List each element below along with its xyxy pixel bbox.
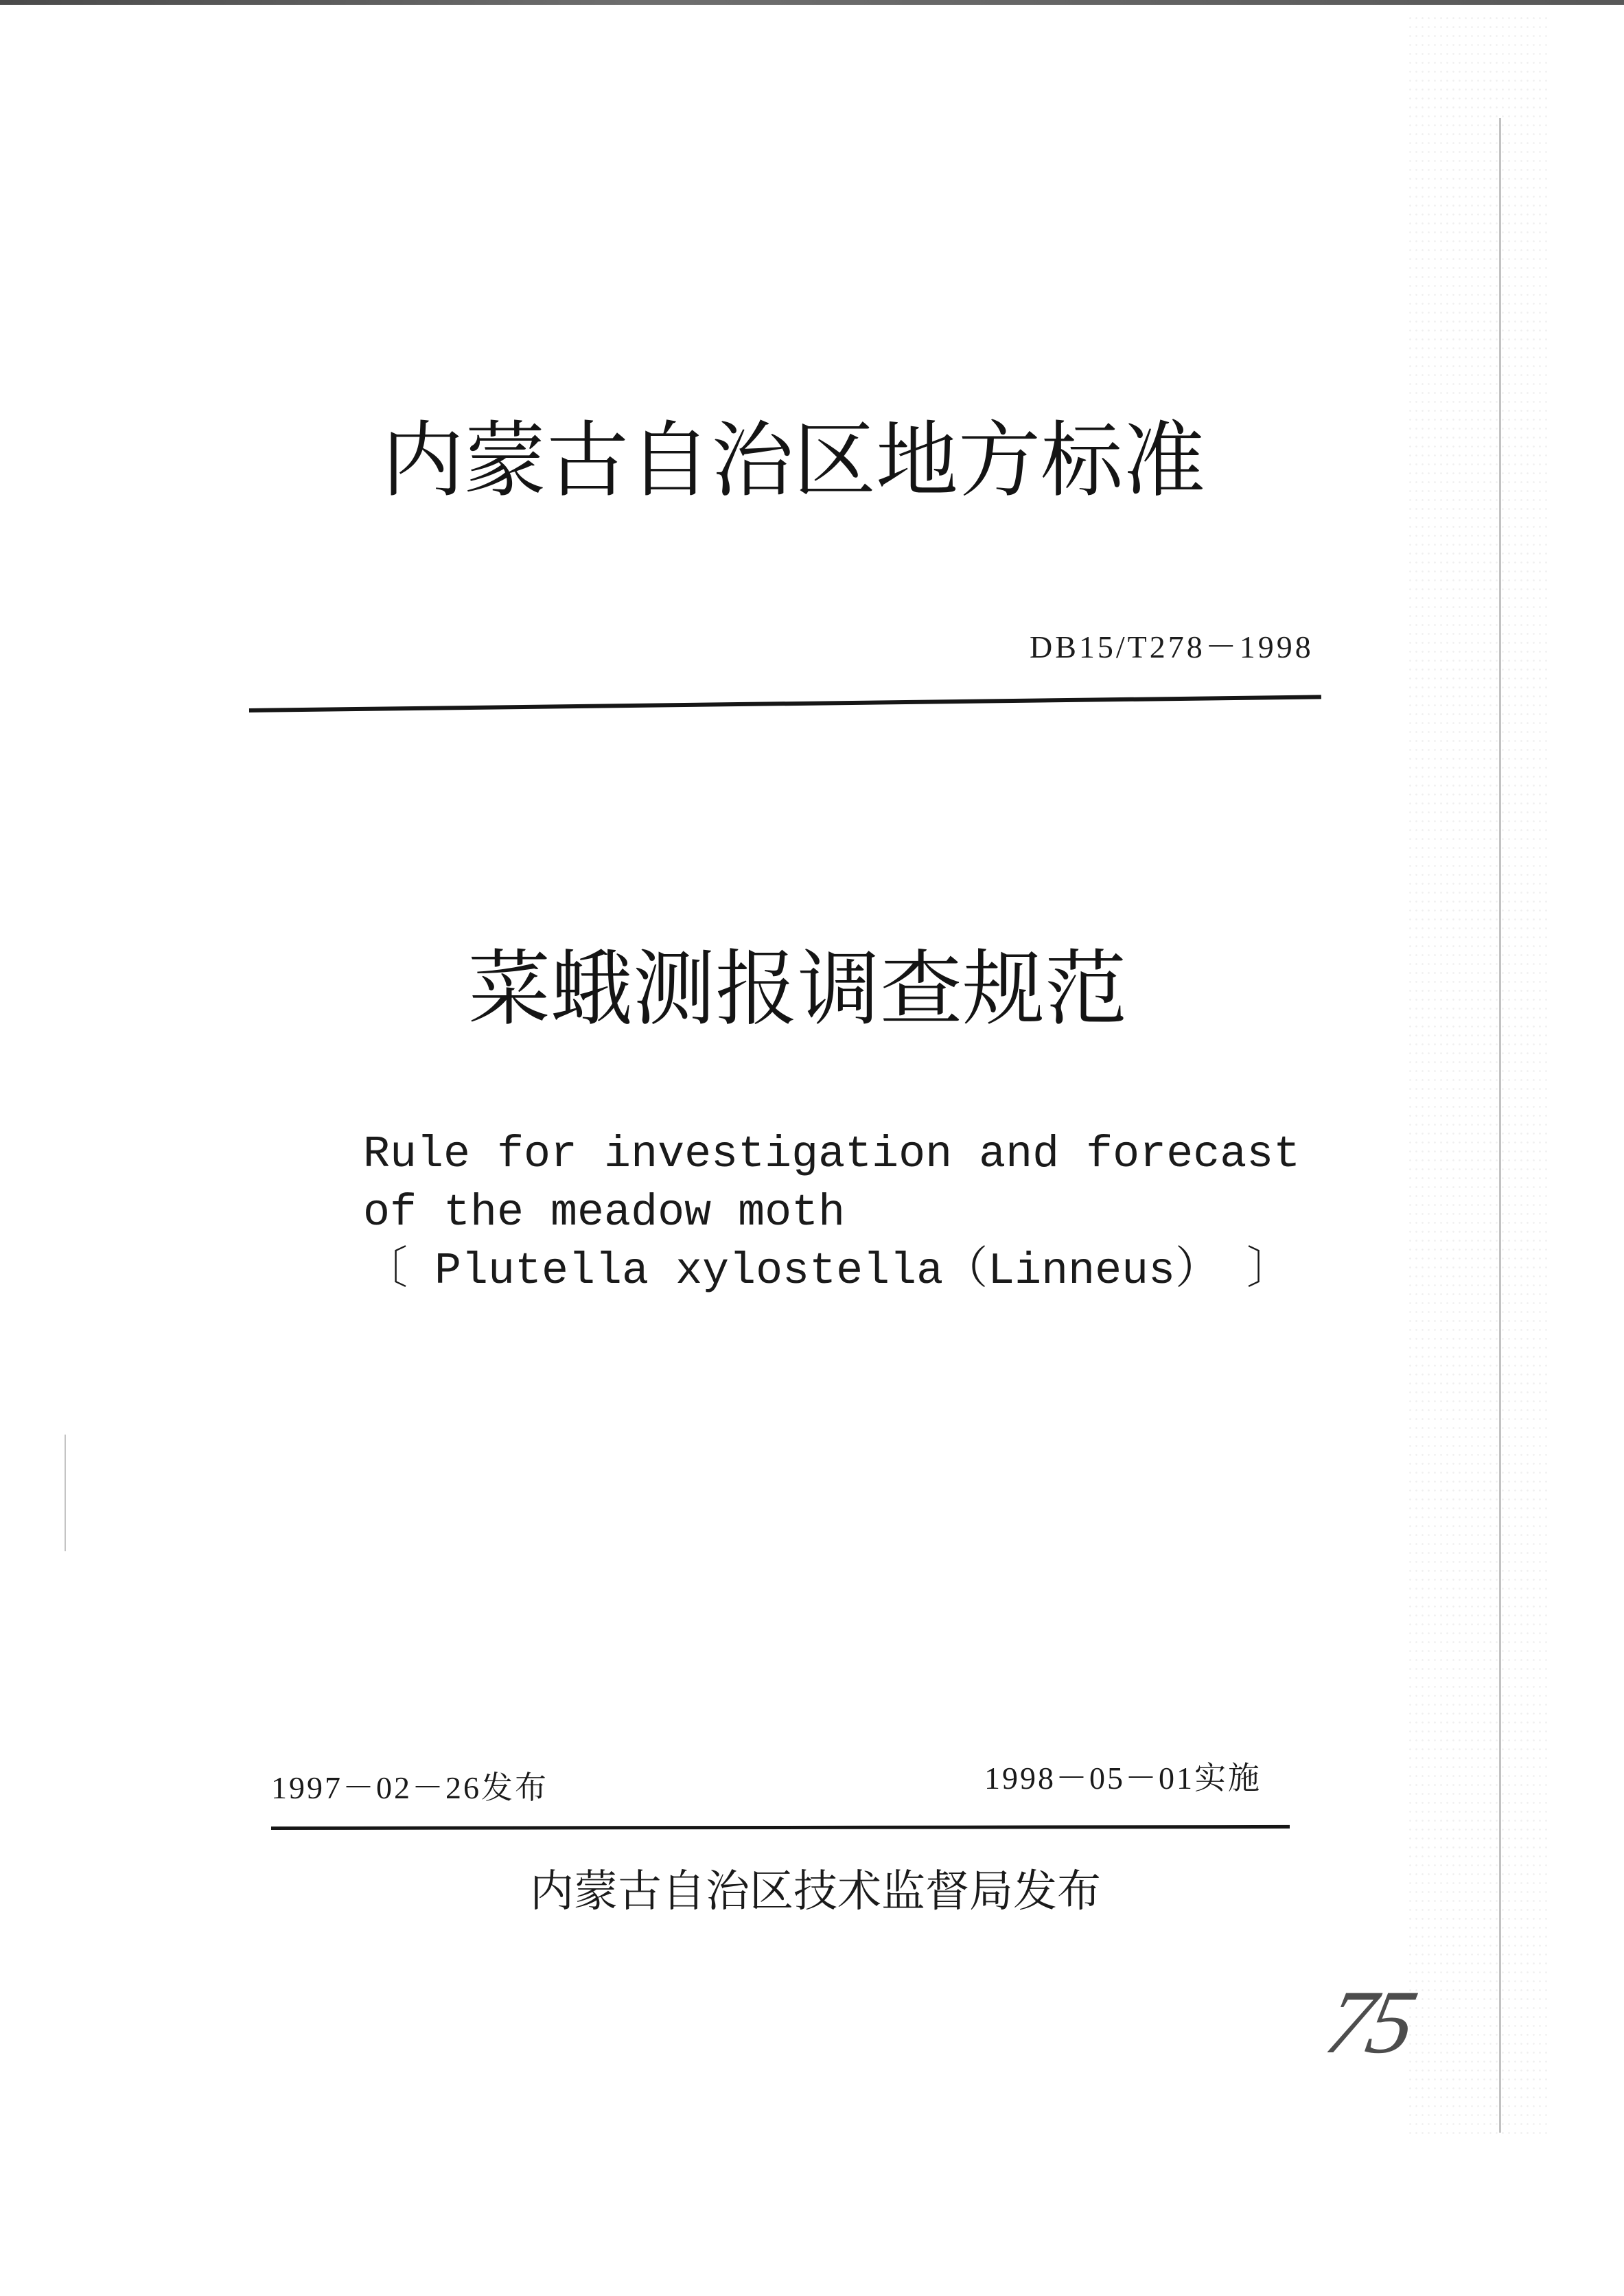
publisher: 内蒙古自治区技术监督局发布 <box>530 1866 1101 1917</box>
title-en-line-3: 〔 Plutella xylostella（Linneus） 〕 <box>363 1246 1292 1297</box>
standard-title-en <box>363 1126 1300 1301</box>
handwritten-page-number: 75 <box>1317 1971 1422 2072</box>
bottom-rule <box>271 1825 1290 1830</box>
scan-right-edge <box>1499 118 1501 2133</box>
scan-top-edge <box>0 0 1624 5</box>
title-en-line-1: Rule for investigation and forecast <box>363 1129 1301 1180</box>
standard-category-title: 内蒙古自治区地方标准 <box>382 413 1205 509</box>
issue-date: 1997－02－26发布 <box>271 1770 548 1805</box>
standard-title-cn: 菜蛾测报调查规范 <box>468 942 1127 1037</box>
implementation-date: 1998－05－01实施 <box>984 1761 1262 1796</box>
scan-left-mark <box>65 1435 66 1551</box>
standard-code: DB15/T278－1998 <box>1030 629 1314 664</box>
scan-right-noise <box>1407 14 1551 2135</box>
title-en-line-2: of the meadow moth <box>363 1187 846 1238</box>
top-rule <box>249 695 1321 712</box>
